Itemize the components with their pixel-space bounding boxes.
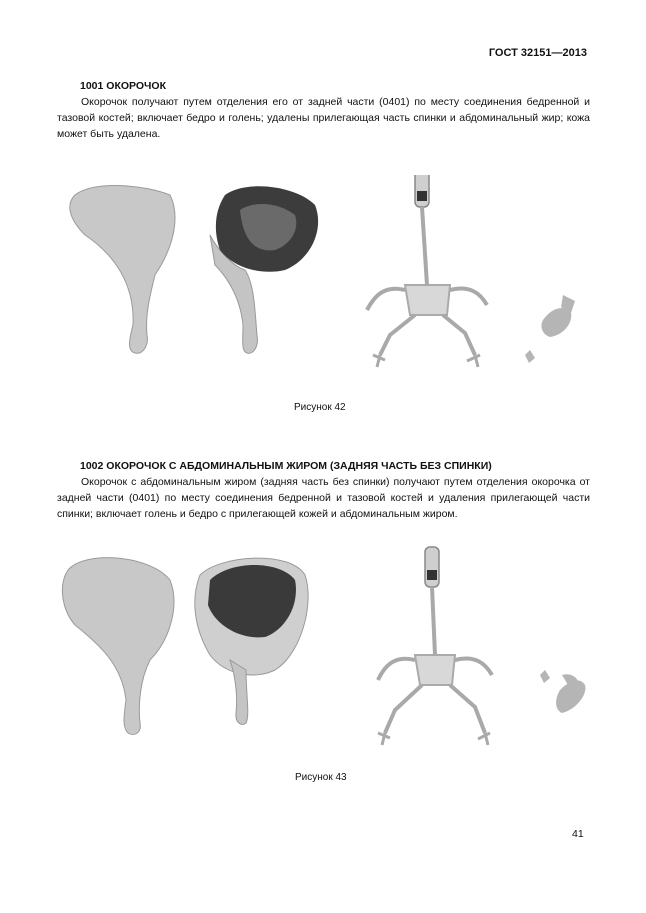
figure-42-image bbox=[55, 175, 595, 390]
skeleton-diagram bbox=[367, 175, 487, 367]
page-number: 41 bbox=[572, 828, 584, 840]
leg-with-fat-meat-side-image bbox=[195, 558, 308, 724]
leg-skin-side-image bbox=[70, 186, 175, 354]
cut-highlight-icon bbox=[525, 295, 575, 363]
section-title-1002: 1002 ОКОРОЧОК С АБДОМИНАЛЬНЫМ ЖИРОМ (ЗАДНЯЯ ЧАСТЬ БЕЗ СПИНКИ) bbox=[80, 460, 492, 472]
document-header: ГОСТ 32151—2013 bbox=[488, 47, 587, 59]
leg-with-fat-skin-side-image bbox=[62, 558, 174, 735]
section-text-1002: Окорочок с абдоминальным жиром (задняя часть без спинки) получают путем отделения окорочка от задней части (0401) по месту соединения бедренной и тазовой костей и удаления прилегающей части спинки; включает голень и бедро с прилегающей кожей и абдоминальным жиром. bbox=[57, 476, 590, 520]
section-text-1001: Окорочок получают путем отделения его от задней части (0401) по месту соединения бедренной и тазовой костей; включает бедро и голень; удалены прилегающая часть спинки и абдоминальный жир; кожа может быть удалена. bbox=[57, 96, 590, 140]
figure-43 bbox=[50, 545, 595, 765]
figure-42 bbox=[55, 175, 595, 390]
figure-caption-43: Рисунок 43 bbox=[295, 772, 347, 783]
figure-43-image bbox=[50, 545, 595, 765]
cut-highlight-icon bbox=[540, 670, 585, 713]
section-title-1001: 1001 ОКОРОЧОК bbox=[80, 80, 167, 92]
figure-caption-42: Рисунок 42 bbox=[294, 402, 346, 413]
leg-meat-side-image bbox=[210, 186, 318, 353]
skeleton-diagram bbox=[378, 547, 492, 745]
